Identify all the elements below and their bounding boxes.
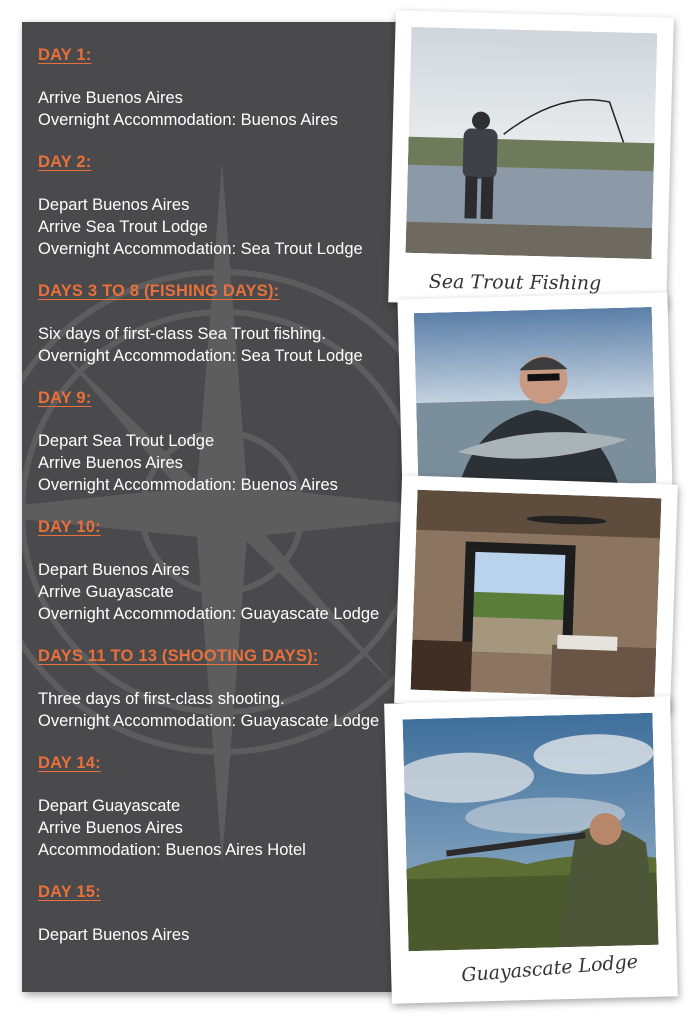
lodge-caption: Guayascate Lodge — [460, 950, 639, 987]
day-heading: DAY 14: — [38, 754, 101, 772]
day-detail-line: Overnight Accommodation: Sea Trout Lodge — [38, 347, 363, 365]
fishing-caption: Sea Trout Fishing — [428, 270, 602, 295]
day-heading: DAY 10: — [38, 518, 101, 536]
day-details — [38, 559, 420, 625]
day-heading: DAY 2: — [38, 153, 92, 171]
fly-fishing-photo — [406, 27, 658, 259]
day-heading: DAY 15: — [38, 883, 101, 901]
itinerary-day — [38, 389, 420, 496]
day-heading: DAY 9: — [38, 389, 92, 407]
day-detail-line: Depart Sea Trout Lodge — [38, 432, 215, 450]
itinerary-day — [38, 282, 420, 367]
itinerary-day — [38, 518, 420, 625]
lodge-room-polaroid — [394, 475, 678, 712]
wing-shooting-photo — [403, 713, 659, 951]
itinerary-day — [38, 153, 420, 260]
angler-polaroid — [397, 293, 672, 500]
day-detail-line: Depart Guayascate — [38, 797, 181, 815]
angler-with-sea-trout-photo — [414, 307, 657, 489]
day-detail-line: Depart Buenos Aires — [38, 196, 190, 214]
itinerary-day — [38, 754, 420, 861]
day-detail-line: Arrive Sea Trout Lodge — [38, 218, 208, 236]
day-detail-line: Arrive Buenos Aires — [38, 454, 183, 472]
day-details — [38, 87, 420, 131]
itinerary-day — [38, 883, 420, 946]
day-details — [38, 688, 420, 732]
lodge-bedroom-photo — [411, 490, 662, 698]
day-details — [38, 430, 420, 496]
day-detail-line: Arrive Guayascate — [38, 583, 174, 601]
day-details — [38, 323, 420, 367]
day-details — [38, 924, 420, 946]
itinerary-list — [38, 46, 420, 968]
day-heading: DAYS 3 TO 8 (FISHING DAYS): — [38, 282, 280, 300]
day-detail-line: Depart Buenos Aires — [38, 926, 190, 944]
itinerary-day — [38, 46, 420, 131]
day-detail-line: Overnight Accommodation: Guayascate Lodge — [38, 712, 380, 730]
day-details — [38, 194, 420, 260]
shooting-polaroid — [384, 696, 678, 1003]
day-detail-line: Overnight Accommodation: Buenos Aires — [38, 111, 338, 129]
day-detail-line: Three days of first-class shooting. — [38, 690, 285, 708]
day-detail-line: Overnight Accommodation: Guayascate Lodge — [38, 605, 380, 623]
day-detail-line: Overnight Accommodation: Buenos Aires — [38, 476, 338, 494]
day-detail-line: Accommodation: Buenos Aires Hotel — [38, 841, 306, 859]
day-details — [38, 795, 420, 861]
day-detail-line: Depart Buenos Aires — [38, 561, 190, 579]
itinerary-panel — [22, 22, 420, 992]
day-detail-line: Arrive Buenos Aires — [38, 89, 183, 107]
day-detail-line: Six days of first-class Sea Trout fishing. — [38, 325, 326, 343]
fishing-polaroid — [388, 10, 674, 309]
day-heading: DAYS 11 TO 13 (SHOOTING DAYS): — [38, 647, 319, 665]
day-heading: DAY 1: — [38, 46, 92, 64]
day-detail-line: Overnight Accommodation: Sea Trout Lodge — [38, 240, 363, 258]
itinerary-day — [38, 647, 420, 732]
day-detail-line: Arrive Buenos Aires — [38, 819, 183, 837]
